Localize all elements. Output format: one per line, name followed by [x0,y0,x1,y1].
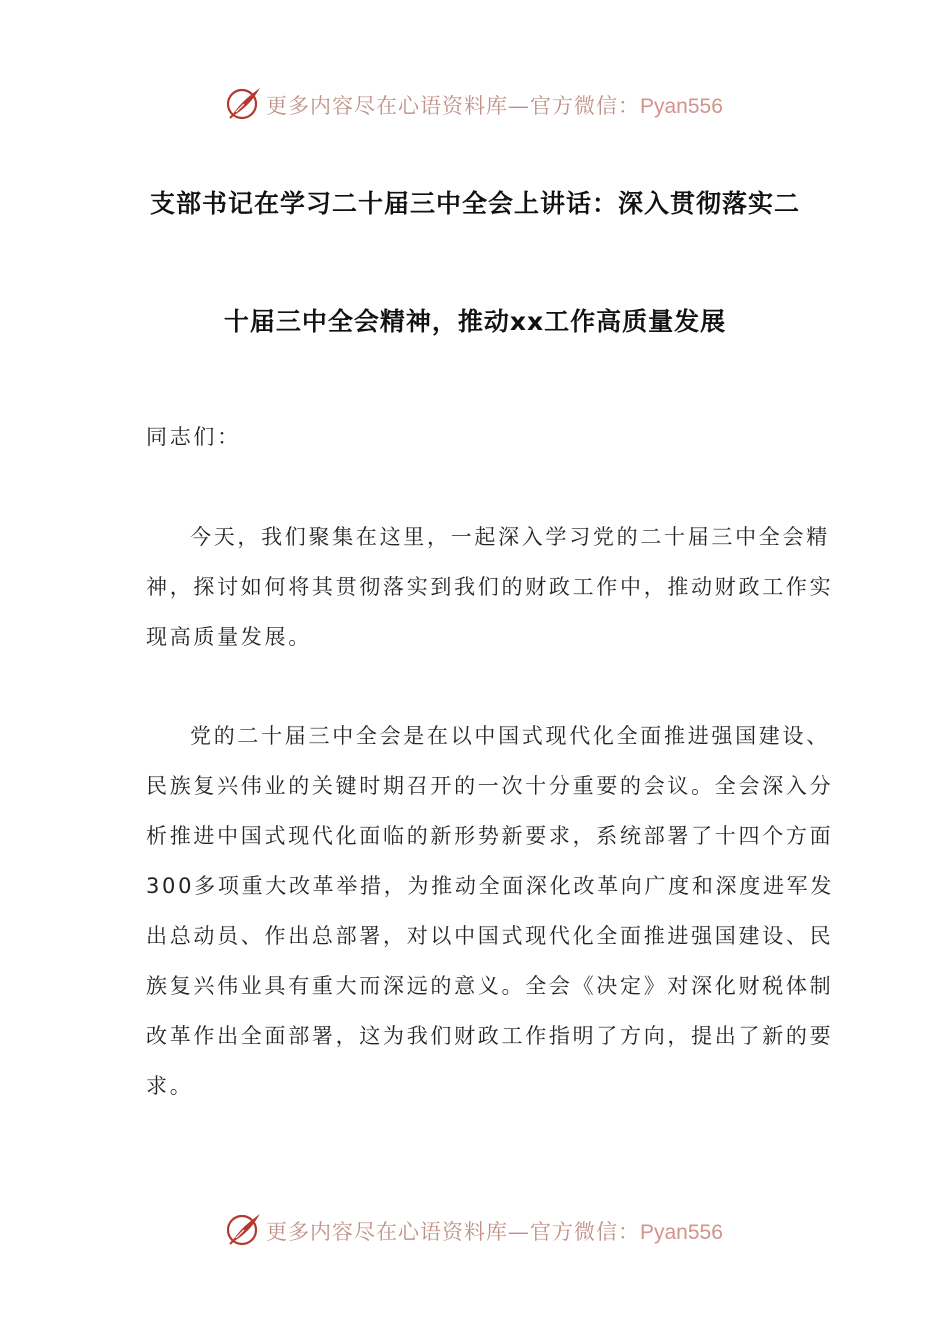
paragraph-line: 神，探讨如何将其贯彻落实到我们的财政工作中，推动财政工作实 [146,575,834,599]
paragraph-line: 族复兴伟业具有重大而深远的意义。全会《决定》对深化财税体制 [146,974,834,998]
watermark-text: 更多内容尽在心语资料库—官方微信：Pyan556 [266,1220,723,1244]
salutation [146,412,806,462]
paragraph-1 [146,512,834,662]
watermark-text: 更多内容尽在心语资料库—官方微信：Pyan556 [266,94,723,118]
paragraph-line: 现高质量发展。 [146,625,312,649]
paragraph-line: 民族复兴伟业的关键时期召开的一次十分重要的会议。全会深入分 [146,774,834,798]
page-title-line-1: 支部书记在学习二十届三中全会上讲话：深入贯彻落实二 [149,189,800,218]
quill-logo-icon [224,84,264,124]
paragraph-line: 求。 [146,1074,194,1098]
quill-logo-icon [224,1210,264,1250]
paragraph-2 [146,711,835,1111]
paragraph-line: 出总动员、作出总部署，对以中国式现代化全面推进强国建设、民 [146,924,834,948]
paragraph-line: 析推进中国式现代化面临的新形势新要求，系统部署了十四个方面 [146,824,834,848]
paragraph-line: 改革作出全面部署，这为我们财政工作指明了方向，提出了新的要 [146,1024,834,1048]
paragraph-line: 今天，我们聚集在这里，一起深入学习党的二十届三中全会精 [190,525,830,549]
paragraph-line: 300多项重大改革举措，为推动全面深化改革向广度和深度进军发 [146,874,835,898]
footer-watermark [0,1208,950,1252]
paragraph-line: 党的二十届三中全会是在以中国式现代化全面推进强国建设、 [190,724,830,748]
page-title-line-2: 十届三中全会精神，推动xx工作高质量发展 [223,307,727,336]
salutation-text: 同志们： [146,425,241,449]
header-watermark [0,82,950,126]
